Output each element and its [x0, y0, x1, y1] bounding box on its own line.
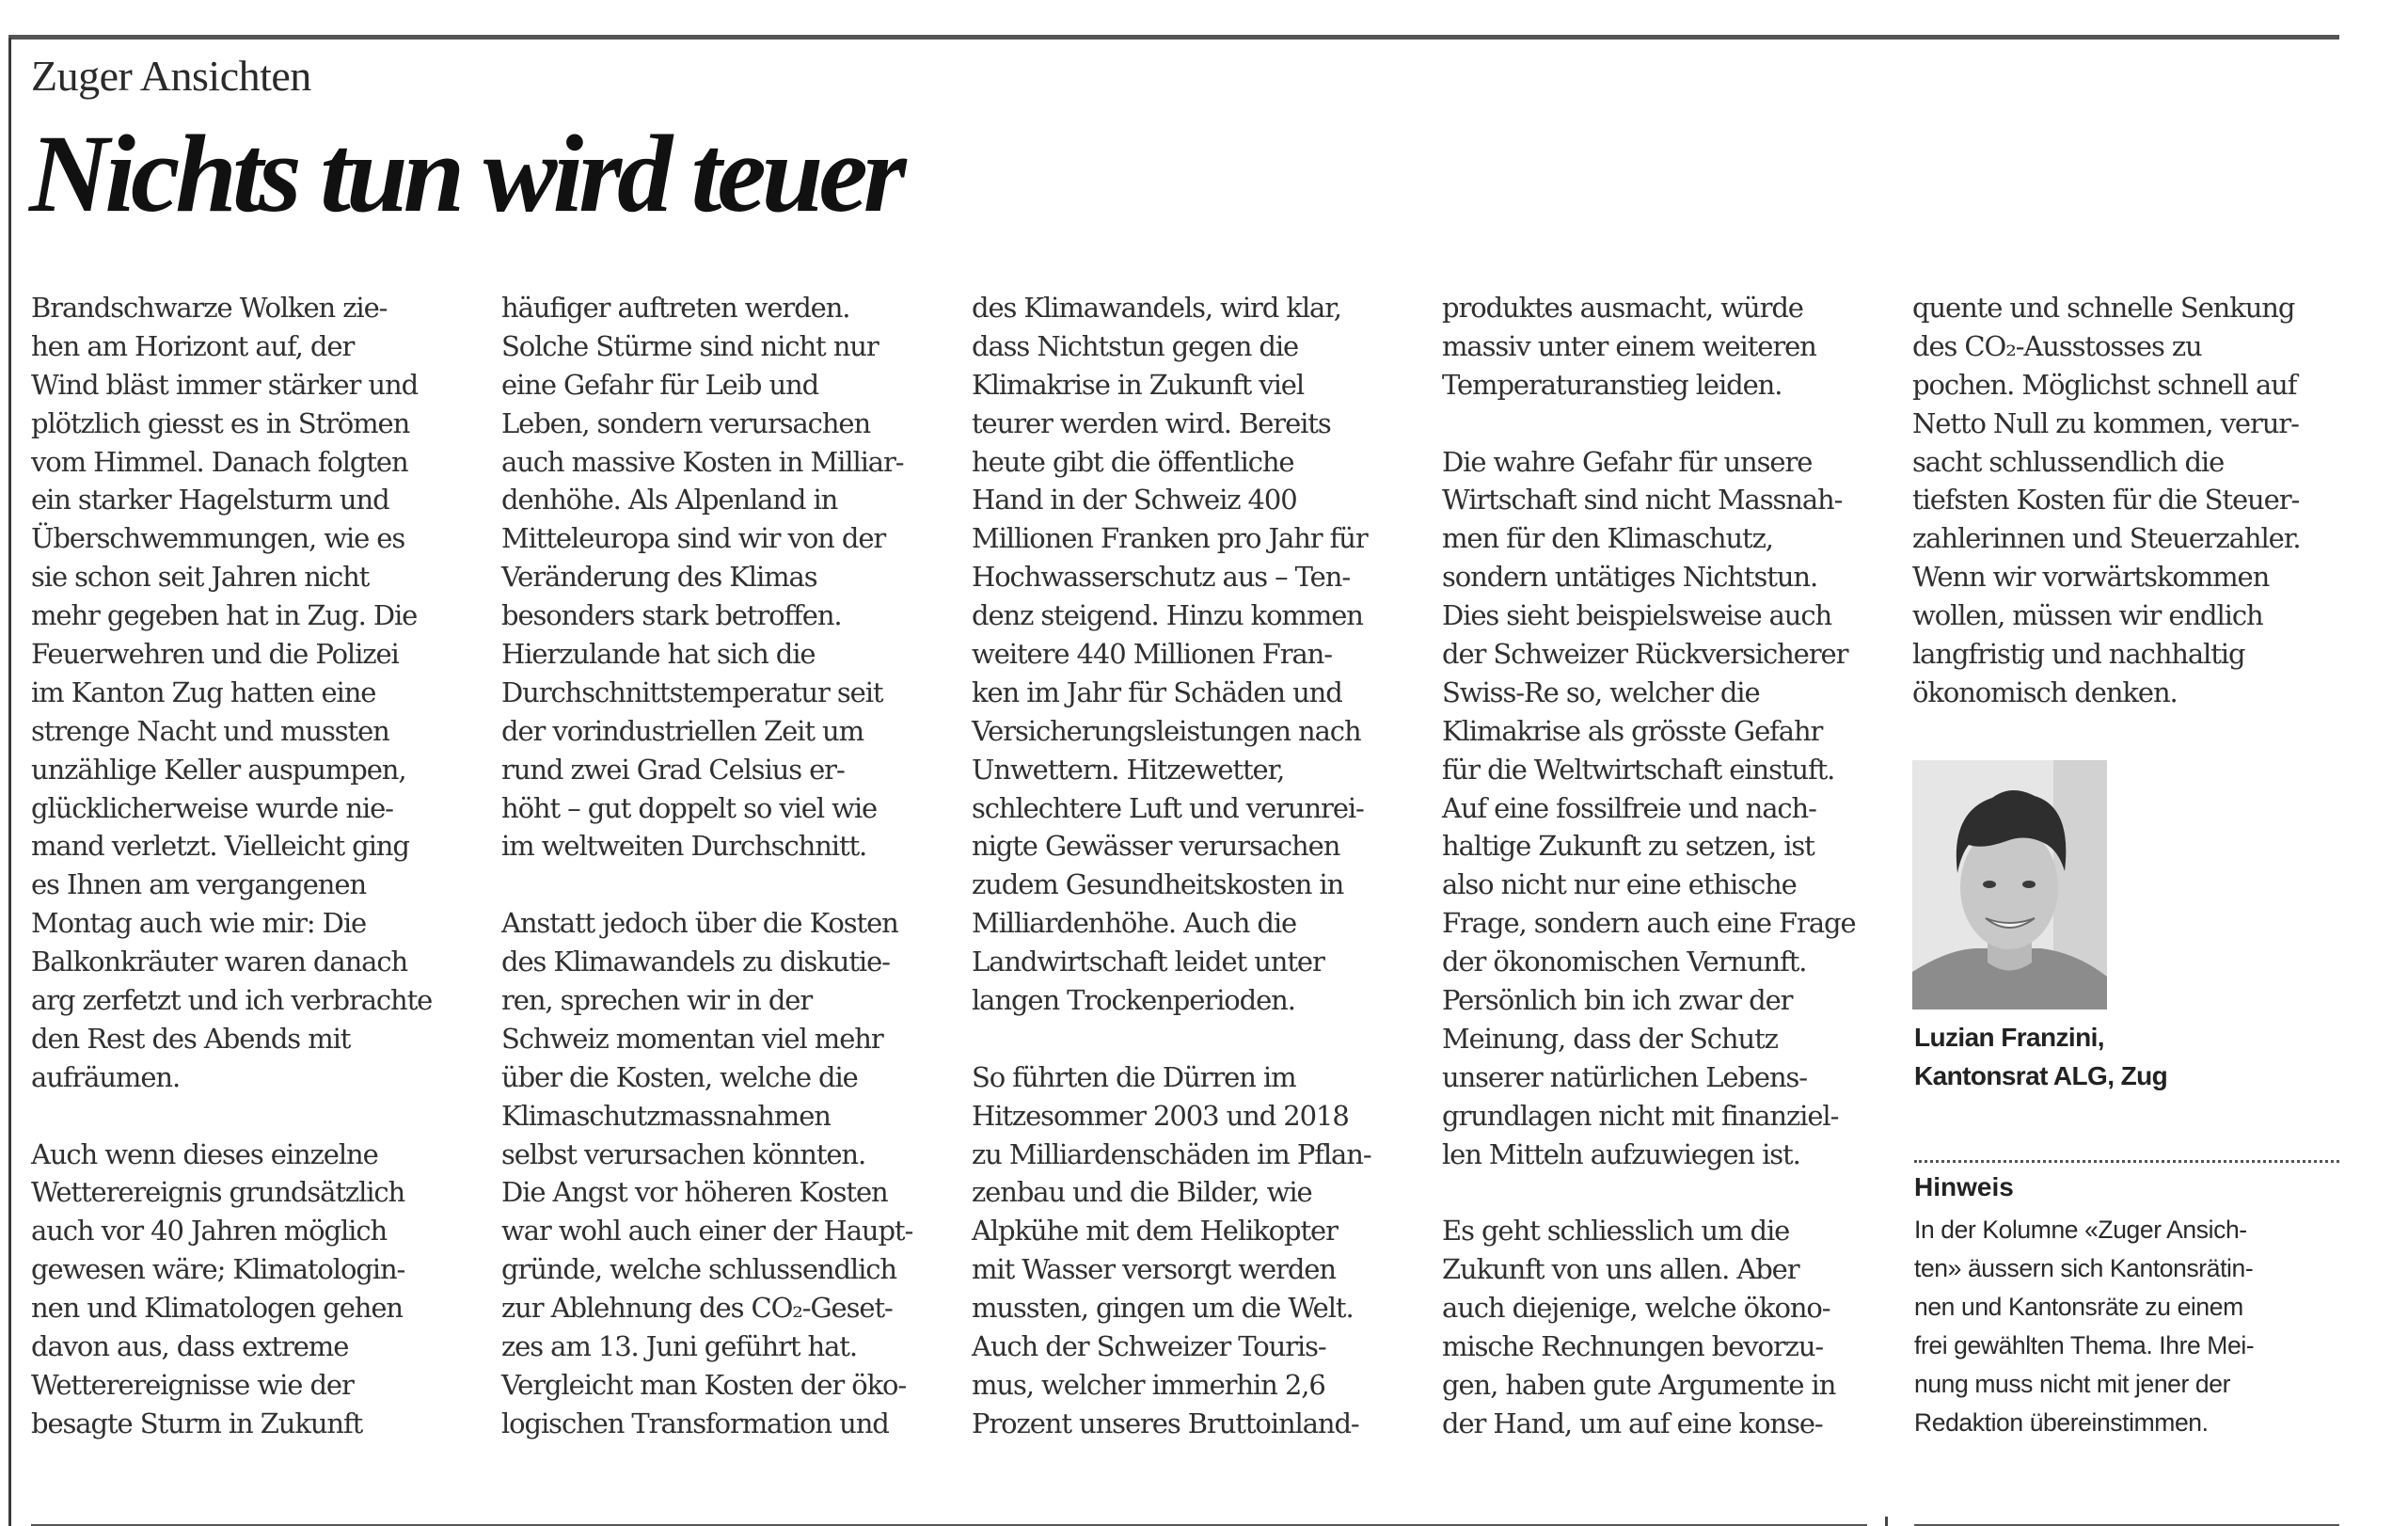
text-line: tiefsten Kosten für die Steuer- [1912, 484, 2300, 517]
text-line: men für den Klimaschutz, [1442, 522, 1773, 555]
text-line: wollen, müssen wir endlich [1912, 599, 2263, 632]
text-line: Die Angst vor höheren Kosten [501, 1176, 888, 1209]
text-line: der ökonomischen Vernunft. [1442, 946, 1807, 978]
text-line: ein starker Hagelsturm und [31, 484, 389, 517]
author-portrait-image [1912, 760, 2107, 1009]
text-line: Veränderung des Klimas [501, 561, 817, 594]
text-line: des CO₂-Ausstosses zu [1912, 329, 2202, 362]
text-line: Landwirtschaft leidet unter [972, 946, 1324, 978]
text-line: Prozent unseres Bruttoinland- [972, 1407, 1359, 1439]
text-line: mit Wasser versorgt werden [972, 1253, 1336, 1286]
note-line: ten» äussern sich Kantonsrätin- [1914, 1253, 2254, 1282]
paragraph-gap [1442, 1173, 1893, 1212]
text-line: Alpkühe mit dem Helikopter [972, 1215, 1338, 1248]
text-line: der vorindustriellen Zeit um [501, 714, 863, 747]
text-line: pochen. Möglichst schnell auf [1912, 368, 2297, 401]
text-line: auch vor 40 Jahren möglich [31, 1215, 388, 1248]
text-line: nen und Klimatologen gehen [31, 1292, 403, 1325]
author-role: Kantonsrat ALG, Zug [1914, 1061, 2168, 1090]
text-line: besonders stark betroffen. [501, 599, 842, 632]
text-line: teurer werden wird. Bereits [972, 406, 1331, 439]
text-line: rund zwei Grad Celsius er- [501, 753, 845, 786]
text-line: Auf eine fossilfreie und nach- [1442, 791, 1816, 824]
author-byline [1914, 1018, 2167, 1095]
note-line: nung muss nicht mit jener der [1914, 1369, 2231, 1398]
text-line: ökonomisch denken. [1912, 676, 2178, 708]
text-line: Brandschwarze Wolken zie- [31, 292, 388, 324]
text-line: So führten die Dürren im [972, 1060, 1296, 1093]
text-line: Persönlich bin ich zwar der [1442, 984, 1793, 1017]
text-line: len Mitteln aufzuwiegen ist. [1442, 1137, 1800, 1170]
article-column-1 [31, 289, 483, 1443]
text-line: selbst verursachen könnten. [501, 1137, 866, 1170]
article-column-4 [1442, 289, 1893, 1443]
note-line: In der Kolumne «Zuger Ansich- [1914, 1216, 2247, 1244]
text-line: langen Trockenperioden. [972, 984, 1295, 1017]
text-line: Temperaturanstieg leiden. [1442, 368, 1782, 401]
note-body [1914, 1211, 2347, 1441]
text-line: ken im Jahr für Schäden und [972, 676, 1342, 708]
text-line: zes am 13. Juni geführt hat. [501, 1330, 857, 1363]
text-line: arg zerfetzt und ich verbrachte [31, 984, 433, 1017]
section-rubric: Zuger Ansichten [31, 52, 311, 100]
text-line: Frage, sondern auch eine Frage [1442, 907, 1856, 940]
text-line: also nicht nur eine ethische [1442, 868, 1797, 901]
article-column-3 [972, 289, 1423, 1443]
text-line: Hierzulande hat sich die [501, 638, 816, 671]
text-line: nigte Gewässer verursachen [972, 830, 1340, 863]
text-line: denz steigend. Hinzu kommen [972, 599, 1363, 632]
text-line: Wetterereignisse wie der [31, 1368, 354, 1401]
text-line: Wirtschaft sind nicht Massnah- [1442, 484, 1843, 517]
text-line: der Schweizer Rückversicherer [1442, 638, 1848, 671]
text-line: sondern untätiges Nichtstun. [1442, 561, 1818, 594]
text-line: Milliardenhöhe. Auch die [972, 907, 1297, 940]
text-line: Anstatt jedoch über die Kosten [501, 907, 898, 940]
text-line: plötzlich giesst es in Strömen [31, 406, 410, 439]
paragraph-gap [972, 1020, 1423, 1058]
text-line: massiv unter einem weiteren [1442, 329, 1816, 362]
text-line: den Rest des Abends mit [31, 1022, 351, 1055]
top-rule [8, 35, 2339, 40]
text-line: auch diejenige, welche ökono- [1442, 1292, 1830, 1325]
text-line: Durchschnittstemperatur seit [501, 676, 883, 708]
text-line: Überschwemmungen, wie es [31, 522, 405, 555]
text-line: mus, welcher immerhin 2,6 [972, 1368, 1325, 1401]
author-name: Luzian Franzini, [1914, 1023, 2104, 1052]
paragraph-gap [501, 866, 953, 904]
text-line: Wenn wir vorwärtskommen [1912, 561, 2270, 594]
text-line: war wohl auch einer der Haupt- [501, 1215, 913, 1248]
text-line: des Klimawandels, wird klar, [972, 292, 1341, 324]
text-line: Meinung, dass der Schutz [1442, 1022, 1778, 1055]
text-line: quente und schnelle Senkung [1912, 292, 2295, 324]
text-line: Balkonkräuter waren danach [31, 946, 408, 978]
text-line: mussten, gingen um die Welt. [972, 1292, 1354, 1325]
text-line: Wetterereignis grundsätzlich [31, 1176, 405, 1209]
text-line: grundlagen nicht mit finanziel- [1442, 1099, 1839, 1132]
text-line: schlechtere Luft und verunrei- [972, 791, 1364, 824]
text-line: Die wahre Gefahr für unsere [1442, 445, 1813, 478]
text-line: über die Kosten, welche die [501, 1060, 858, 1093]
note-title: Hinweis [1914, 1172, 2014, 1201]
text-line: des Klimawandels zu diskutie- [501, 946, 890, 978]
text-line: Unwettern. Hitzewetter, [972, 753, 1285, 786]
text-line: hen am Horizont auf, der [31, 329, 355, 362]
text-line: davon aus, dass extreme [31, 1330, 349, 1363]
text-line: unserer natürlichen Lebens- [1442, 1060, 1807, 1093]
text-line: Mitteleuropa sind wir von der [501, 522, 886, 555]
text-line: Auch wenn dieses einzelne [31, 1137, 378, 1170]
text-line: für die Weltwirtschaft einstuft. [1442, 753, 1835, 786]
text-line: Versicherungsleistungen nach [972, 714, 1361, 747]
text-line: Feuerwehren und die Polizei [31, 638, 399, 671]
paragraph-gap [1442, 405, 1893, 443]
text-line: zur Ablehnung des CO₂-Geset- [501, 1292, 893, 1325]
text-line: Hitzesommer 2003 und 2018 [972, 1099, 1349, 1132]
text-line: Vergleicht man Kosten der öko- [501, 1368, 907, 1401]
text-line: im weltweiten Durchschnitt. [501, 830, 867, 863]
text-line: Klimaschutzmassnahmen [501, 1099, 831, 1132]
text-line: zahlerinnen und Steuerzahler. [1912, 522, 2301, 555]
headline: Nichts tun wird teuer [29, 112, 902, 235]
text-line: weitere 440 Millionen Fran- [972, 638, 1332, 671]
text-line: mehr gegeben hat in Zug. Die [31, 599, 418, 632]
text-line: Wind bläst immer stärker und [31, 368, 419, 401]
text-line: aufräumen. [31, 1060, 181, 1093]
text-line: häufiger auftreten werden. [501, 292, 850, 324]
text-line: mand verletzt. Vielleicht ging [31, 830, 409, 863]
text-line: Klimakrise als grösste Gefahr [1442, 714, 1823, 747]
text-line: zenbau und die Bilder, wie [972, 1176, 1312, 1209]
text-line: denhöhe. Als Alpenland in [501, 484, 838, 517]
text-line: Solche Stürme sind nicht nur [501, 329, 879, 362]
text-line: der Hand, um auf eine konse- [1442, 1407, 1823, 1439]
text-line: Hochwasserschutz aus – Ten- [972, 561, 1351, 594]
text-line: mische Rechnungen bevorzu- [1442, 1330, 1824, 1363]
text-line: strenge Nacht und mussten [31, 714, 389, 747]
text-line: es Ihnen am vergangenen [31, 868, 367, 901]
column-tick [1885, 1517, 1888, 1526]
text-line: Leben, sondern verursachen [501, 406, 871, 439]
note-line: nen und Kantonsräte zu einem [1914, 1292, 2243, 1321]
text-line: langfristig und nachhaltig [1912, 638, 2245, 671]
note-divider [1914, 1160, 2339, 1163]
text-line: unzählige Keller auspumpen, [31, 753, 406, 786]
text-line: logischen Transformation und [501, 1407, 889, 1439]
text-line: gründe, welche schlussendlich [501, 1253, 896, 1286]
text-line: Hand in der Schweiz 400 [972, 484, 1297, 517]
text-line: haltige Zukunft zu setzen, ist [1442, 830, 1814, 863]
text-line: Es geht schliesslich um die [1442, 1215, 1790, 1248]
text-line: produktes ausmacht, würde [1442, 292, 1803, 324]
text-line: heute gibt die öffentliche [972, 445, 1294, 478]
text-line: eine Gefahr für Leib und [501, 368, 819, 401]
text-line: zu Milliardenschäden im Pflan- [972, 1137, 1371, 1170]
text-line: sacht schlussendlich die [1912, 445, 2225, 478]
article-column-2 [501, 289, 953, 1443]
paragraph-gap [31, 1097, 483, 1136]
text-line: glücklicherweise wurde nie- [31, 791, 393, 824]
text-line: Netto Null zu kommen, verur- [1912, 406, 2299, 439]
text-line: Montag auch wie mir: Die [31, 907, 367, 940]
text-line: Dies sieht beispielsweise auch [1442, 599, 1832, 632]
article-column-5 [1912, 289, 2364, 712]
note-line: Redaktion übereinstimmen. [1914, 1407, 2209, 1437]
note-line: frei gewählten Thema. Ihre Mei- [1914, 1330, 2255, 1359]
text-line: sie schon seit Jahren nicht [31, 561, 370, 594]
text-line: dass Nichtstun gegen die [972, 329, 1299, 362]
text-line: gewesen wäre; Klimatologin- [31, 1253, 405, 1286]
text-line: zudem Gesundheitskosten in [972, 868, 1344, 901]
text-line: Swiss-Re so, welcher die [1442, 676, 1760, 708]
text-line: gen, haben gute Argumente in [1442, 1368, 1836, 1401]
text-line: Zukunft von uns allen. Aber [1442, 1253, 1799, 1286]
text-line: Klimakrise in Zukunft viel [972, 368, 1305, 401]
text-line: Millionen Franken pro Jahr für [972, 522, 1368, 555]
text-line: auch massive Kosten in Milliar- [501, 445, 904, 478]
text-line: besagte Sturm in Zukunft [31, 1407, 363, 1439]
text-line: vom Himmel. Danach folgten [31, 445, 408, 478]
text-line: ren, sprechen wir in der [501, 984, 813, 1017]
text-line: Auch der Schweizer Touris- [972, 1330, 1326, 1363]
text-line: höht – gut doppelt so viel wie [501, 791, 878, 824]
text-line: Schweiz momentan viel mehr [501, 1022, 883, 1055]
left-rule [8, 38, 11, 1526]
text-line: im Kanton Zug hatten eine [31, 676, 376, 708]
author-portrait [1912, 760, 2107, 1009]
